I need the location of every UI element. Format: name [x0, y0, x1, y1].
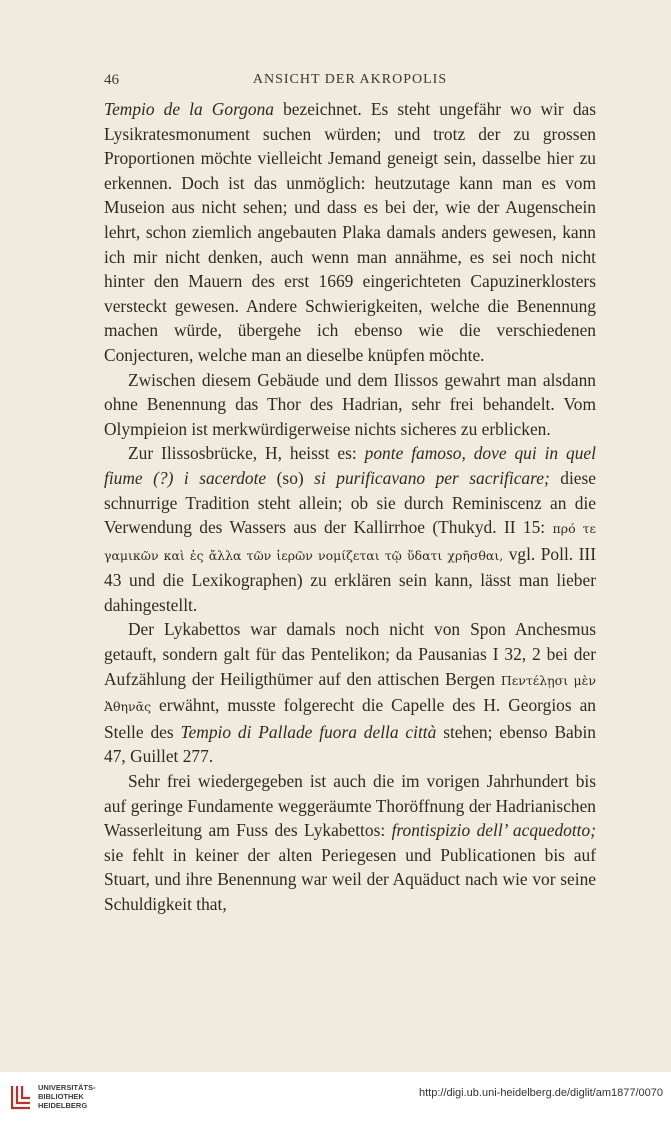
paragraph-text: Sehr frei wiedergegeben ist auch die im vorigen Jahrhundert bis auf geringe Fundamente weggeräumte Thoröffnung der Hadrianischen Wasserleitung am Fuss des Lykabettos:	[104, 771, 596, 841]
paragraph-text: bezeichnet. Es steht ungefähr wo wir das Lysikratesmonument suchen würden; und trotz der zu grossen Proportionen möchte vielleicht Jemand geneigt sein, dasselbe hier zu erkennen. Doch ist das unmöglich: heutzutage kann man es vom Museion aus nicht sehen; und dass es bei der, wie der Augenschein lehrt, schon ziemlich angebauten Plaka damals anders gewesen, kann ich mir nicht denken, auch wenn man annähme, es sei noch nicht hinter den Mauern des erst 1669 eingerichteten Capuzinerklosters versteckt gewesen. Andere Schwierigkeiten, welche die Benennung machen würde, übergehe ich ebenso wie die verschiedenen Conjecturen, welche man an dieselbe knüpfen möchte.	[104, 99, 596, 365]
running-title: ANSICHT DER AKROPOLIS	[252, 72, 448, 87]
paragraph-2	[104, 368, 596, 442]
body-text	[104, 97, 596, 917]
paragraph-text: diese schnurrige Tradition steht allein; ob sie durch Reminiscenz an die Verwendung des Wassers aus der Kallirrhoe (Thukyd. II 15:	[104, 467, 596, 538]
italic-quote: si purificavano per sacrificare;	[314, 467, 550, 488]
library-logo-icon	[8, 1082, 34, 1112]
paragraph-text: Zur Ilissosbrücke, H, heisst es:	[128, 443, 365, 464]
library-name-line: HEIDELBERG	[38, 1101, 88, 1110]
italic-title: frontispizio dell’ acquedotto;	[391, 820, 596, 841]
italic-title: Tempio di Pallade fuora della città	[180, 721, 437, 742]
paragraph-text: Zwischen diesem Gebäude und dem Ilissos gewahrt man alsdann ohne Benennung das Thor des Hadrian, sehr frei behandelt. Vom Olympieion ist merkwürdigerweise nichts sicheres zu erblicken.	[104, 369, 596, 439]
library-name-line: UNIVERSITÄTS-	[38, 1083, 96, 1092]
paragraph-1	[104, 97, 596, 368]
paragraph-text: erwähnt, musste folgerecht die Capelle des H. Georgios an Stelle des	[104, 695, 596, 742]
paragraph-text: stehen; ebenso Babin 47, Guillet 277.	[104, 721, 596, 767]
footer-bar	[0, 1072, 671, 1121]
paragraph-5	[104, 769, 596, 917]
paragraph-4	[104, 617, 596, 769]
greek-quote: Πεντέλῃσι μὲν Ἀθηνᾶς	[104, 672, 596, 715]
page-number: 46	[104, 72, 119, 88]
library-name	[38, 1083, 96, 1110]
source-url-link[interactable]: http://digi.ub.uni-heidelberg.de/diglit/am1877/0070	[418, 1087, 663, 1099]
italic-quote: ponte famoso, dove qui in quel fiume (?) i sacerdote	[104, 443, 596, 488]
greek-quote: πρό τε γαμικῶν καὶ ἐς ἄλλα τῶν ἱερῶν νομίζεται τῷ ὕδατι χρῆσθαι,	[104, 521, 596, 563]
paragraph-text: vgl. Poll. III 43 und die Lexikographen) zu erklären sein kann, lässt man lieber dahingestellt.	[104, 543, 596, 615]
paragraph-text: Der Lykabettos war damals noch nicht von Spon Anchesmus getauft, sondern galt für das Pentelikon; da Pausanias I 32, 2 bei der Aufzählung der Heiligthümer auf den attischen Bergen	[104, 619, 596, 689]
library-name-line: BIBLIOTHEK	[38, 1092, 84, 1101]
paragraph-3	[104, 441, 596, 617]
paragraph-text: sie fehlt in keiner der alten Periegesen und Publicationen bis auf Stuart, und ihre Benennung war weil der Aquäduct nach wie vor seine Schuldigkeit that,	[104, 844, 596, 914]
paragraph-text: (so)	[266, 467, 315, 488]
italic-title: Tempio de la Gorgona	[104, 99, 274, 119]
page-header	[104, 72, 596, 90]
